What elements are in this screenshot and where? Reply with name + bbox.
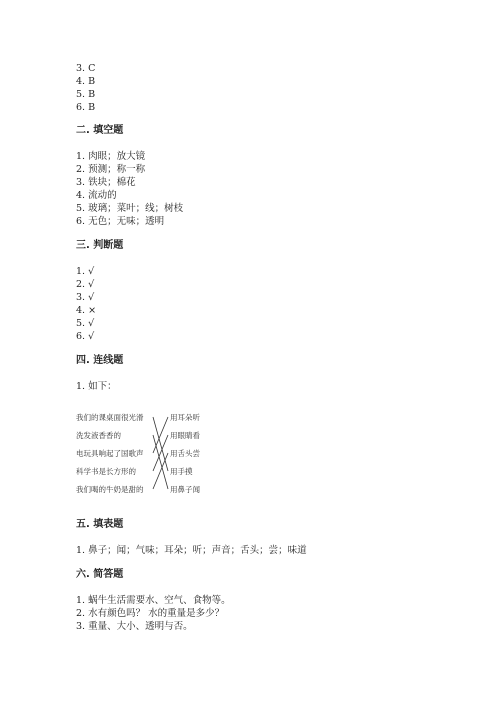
match-left-item: 科学书是长方形的 <box>76 467 136 476</box>
matching-line <box>153 453 168 489</box>
answer-line: 5. 玻璃；菜叶；线；树枝 <box>76 203 184 214</box>
answer-line: 6. B <box>76 102 96 113</box>
answer-line: 2. √ <box>76 279 95 290</box>
answer-line: 3. C <box>76 63 96 74</box>
answer-line: 4. B <box>76 76 96 87</box>
answer-line: 1. 如下： <box>76 381 117 392</box>
matching-line <box>153 435 168 471</box>
matching-line <box>153 417 168 453</box>
answer-line: 6. √ <box>76 331 95 342</box>
section-heading: 二. 填空题 <box>76 125 124 136</box>
answer-line: 1. √ <box>76 266 95 277</box>
match-left-item: 我们喝的牛奶是甜的 <box>76 485 144 494</box>
matching-diagram <box>74 410 244 498</box>
answer-line: 5. √ <box>76 318 95 329</box>
section-heading: 五. 填表题 <box>76 519 124 530</box>
answer-line: 4. 流动的 <box>76 190 117 201</box>
answer-line: 3. 铁块；棉花 <box>76 177 136 188</box>
answer-line: 6. 无色；无味；透明 <box>76 216 165 227</box>
match-right-item: 用鼻子闻 <box>170 485 200 494</box>
match-right-item: 用耳朵听 <box>170 413 200 422</box>
answer-line: 4. × <box>76 305 97 316</box>
answer-line: 1. 肉眼；放大镜 <box>76 151 146 162</box>
section-heading: 四. 连线题 <box>76 355 124 366</box>
answer-line: 2. 水有颜色吗？ 水的重量是多少？ <box>76 608 225 619</box>
match-right-item: 用手摸 <box>170 467 193 476</box>
section-heading: 三. 判断题 <box>76 240 124 251</box>
answer-line: 5. B <box>76 89 96 100</box>
match-left-item: 电玩具响起了国歌声 <box>76 449 144 458</box>
answer-line: 1. 蜗牛生活需要水、空气、食物等。 <box>76 595 231 606</box>
answer-line: 3. √ <box>76 292 95 303</box>
section-heading: 六. 简答题 <box>76 569 124 580</box>
answer-line: 3. 重量、大小、透明与否。 <box>76 621 193 632</box>
match-right-item: 用舌头尝 <box>170 449 200 458</box>
match-left-item: 我们的课桌面很光滑 <box>76 413 144 422</box>
answer-line: 2. 预测；称一称 <box>76 164 146 175</box>
match-right-item: 用眼睛看 <box>170 431 200 440</box>
answer-line: 1. 鼻子；闻；气味；耳朵；听；声音；舌头；尝；味道 <box>76 545 307 556</box>
match-left-item: 洗发液香香的 <box>76 431 121 440</box>
